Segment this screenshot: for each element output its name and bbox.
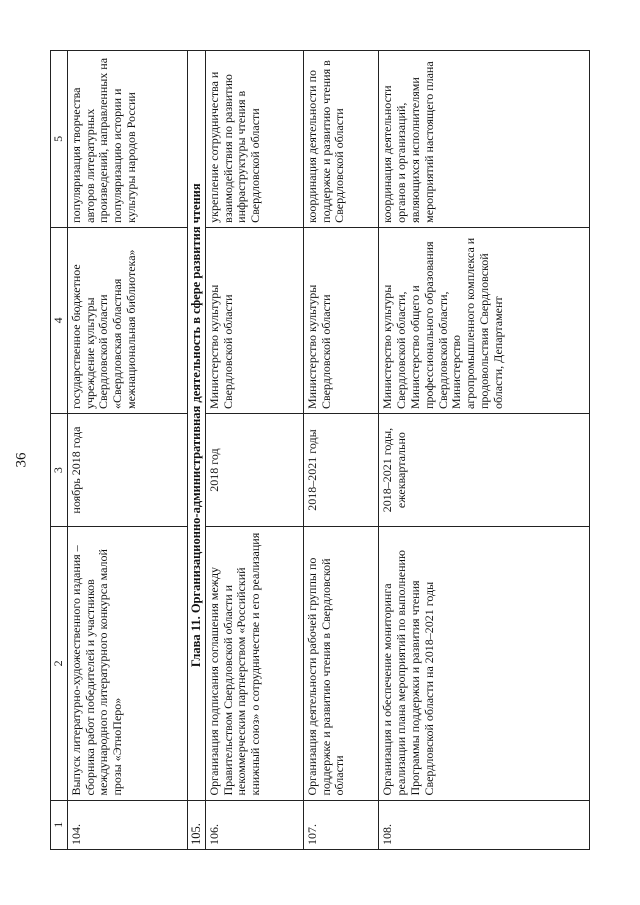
chapter-title: Глава 11. Организационно-административная деятельность в сфере развития чтения [188,51,205,801]
column-header-2: 2 [51,527,68,800]
table-row [67,51,188,850]
page-number-text: 36 [13,452,30,468]
row-number: 108. [379,800,590,849]
chapter-number: 105. [188,800,205,849]
activity-name: Организация деятельности рабочей группы по поддержке и развитию чтения в Свердловской области [303,527,379,800]
row-number: 104. [67,800,188,849]
table-row [303,51,379,850]
table-row [379,51,590,850]
column-header-4: 4 [51,227,68,413]
activity-executor: Министерство культуры Свердловской области [205,227,303,413]
plan-table [50,50,590,850]
activity-executor: Министерство культуры Свердловской области [303,227,379,413]
table-row [205,51,303,850]
activity-term: 2018–2021 годы, ежеквартально [379,414,590,527]
table-header-row [51,51,68,850]
activity-executor: государственное бюджетное учреждение культуры Свердловской области «Свердловская областная межнациональная библиотека» [67,227,188,413]
plan-table-container [50,50,590,850]
activity-executor: Министерство культуры Свердловской области, Министерство общего и профессионального образования Свердловской области, Министерство агропромышленного комплекса и продовольствия Свердловской области, Департамент [379,227,590,413]
column-header-5: 5 [51,51,68,228]
page-number [12,0,32,905]
activity-name: Организация и обеспечение мониторинга реализации плана мероприятий по выполнению Программы поддержки и развития чтения Свердловской области на 2018–2021 годы [379,527,590,800]
column-header-1: 1 [51,800,68,849]
column-header-3: 3 [51,414,68,527]
activity-name: Организация подписания соглашения между Правительством Свердловской области и некоммерческим партнерством «Российский книжный союз» о сотрудничестве и его реализация [205,527,303,800]
row-number: 106. [205,800,303,849]
activity-term: 2018–2021 годы [303,414,379,527]
activity-result: координация деятельности по поддержке и развитию чтения в Свердловской области [303,51,379,228]
activity-term: 2018 год [205,414,303,527]
activity-term: ноябрь 2018 года [67,414,188,527]
activity-result: укрепление сотрудничества и взаимодействия по развитию инфраструктуры чтения в Свердловской области [205,51,303,228]
chapter-row [188,51,205,850]
activity-result: координация деятельности органов и организаций, являющихся исполнителями мероприятий настоящего плана [379,51,590,228]
activity-name: Выпуск литературно-художественного издания – сборника работ победителей и участников международного литературного конкурса малой прозы «ЭтноПеро» [67,527,188,800]
activity-result: популяризация творчества авторов литературных произведений, направленных на популяризацию истории и культуры народов России [67,51,188,228]
row-number: 107. [303,800,379,849]
